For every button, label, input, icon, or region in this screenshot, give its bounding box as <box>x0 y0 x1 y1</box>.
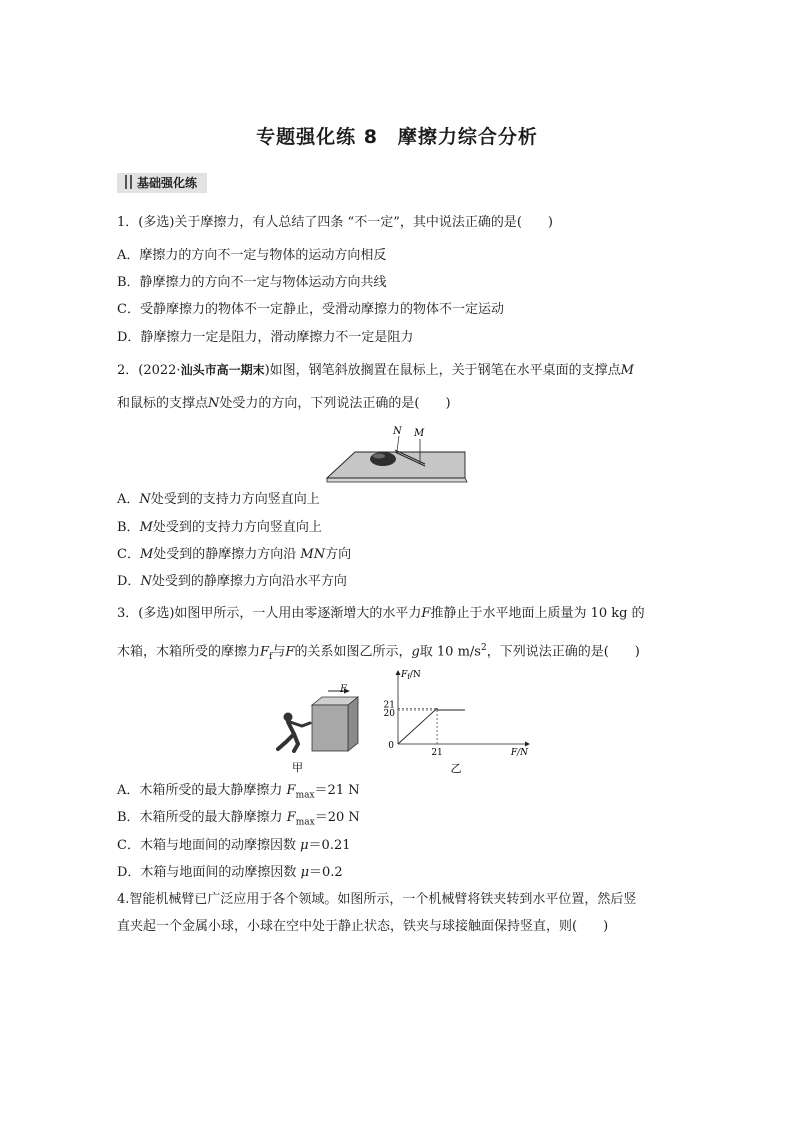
q3-option-b <box>117 809 360 832</box>
q3-figure-jia <box>268 688 368 776</box>
q3-option-d <box>117 864 343 882</box>
q2-option-c-var: M <box>139 547 154 562</box>
q2-option-a-pre: A． <box>117 492 140 507</box>
q2-option-a-text: 处受到的支持力方向竖直向上 <box>150 492 320 507</box>
x-tick-label: 21 <box>431 748 443 758</box>
q3-stem-text6: 取 10 m/s <box>419 644 481 660</box>
q2-stem-text: )如图，钢笔斜放搁置在鼠标上，关于钢笔在水平桌面的支撑点 <box>264 363 621 378</box>
q2-option-b-pre: B． <box>117 520 140 535</box>
q2-option-c-text2: 方向 <box>325 547 352 562</box>
y-tick-label: 20 <box>383 709 395 719</box>
q3-option-b-sub: max <box>295 817 315 828</box>
q2-option-b <box>117 519 322 537</box>
q3-var-g: g <box>411 644 420 660</box>
q2-stem-line1 <box>117 361 634 380</box>
q2-option-a <box>117 491 320 509</box>
q2-stem-text2: 和鼠标的支撑点 <box>117 396 209 411</box>
q3-option-a-post: ＝21 N <box>314 783 360 798</box>
q2-option-c <box>117 546 351 564</box>
box-side <box>348 697 358 751</box>
box-front <box>312 705 348 751</box>
q3-var-f: F <box>421 606 431 621</box>
q1-option-d: D．静摩擦力一定是阻力，滑动摩擦力不一定是阻力 <box>117 330 414 345</box>
y-axis-label: $F_f/N$ <box>401 670 421 681</box>
q2-option-c-pre: C． <box>117 547 140 562</box>
q2-var-n: N <box>208 396 220 411</box>
person-leg-back <box>278 722 294 749</box>
q2-var-m: M <box>620 363 634 378</box>
q3-option-a-pre: A．木箱所受的最大静摩擦力 <box>117 783 287 798</box>
q4-stem-line1: 4.智能机械臂已广泛应用于各个领域。如图所示，一个机械臂将铁夹转到水平位置，然后竖 <box>117 892 637 907</box>
q3-chart <box>380 666 530 776</box>
force-arrow-label: F <box>340 684 347 695</box>
q2-stem-text3: 处受力的方向，下列说法正确的是( ) <box>219 396 451 411</box>
q3-sup: 2 <box>480 643 487 653</box>
person-arms <box>290 722 310 726</box>
q2-stem-prefix: 2．(2022· <box>117 363 181 378</box>
x-axis-label: F/N <box>510 748 528 758</box>
q2-option-c-text: 处受到的静摩擦力方向沿 <box>153 547 301 562</box>
q3-stem-text3: 木箱，木箱所受的摩擦力 <box>117 644 261 660</box>
y-tick-label: 21 <box>383 700 395 711</box>
desk-front-edge <box>327 478 467 482</box>
q1-option-a: A．摩擦力的方向不一定与物体的运动方向相反 <box>117 248 387 263</box>
q2-option-a-var: N <box>139 492 151 507</box>
q1-option-b: B．静摩擦力的方向不一定与物体运动方向共线 <box>117 275 387 290</box>
q2-stem-line2 <box>117 395 451 413</box>
q3-stem-text4: 与 <box>272 644 286 660</box>
q2-option-b-text: 处受到的支持力方向竖直向上 <box>152 520 322 535</box>
fig-caption-jia: 甲 <box>292 761 303 774</box>
q3-option-d-sym: μ <box>300 865 310 880</box>
q3-option-b-pre: B．木箱所受的最大静摩擦力 <box>117 810 287 825</box>
q2-option-b-var: M <box>139 520 153 535</box>
q3-option-c-sym: μ <box>300 838 309 853</box>
q2-option-c-var2: MN <box>300 547 326 562</box>
q2-figure <box>325 422 470 484</box>
y-axis-arrow <box>396 670 401 675</box>
q2-option-d-text: 处受到的静摩擦力方向沿水平方向 <box>151 574 347 589</box>
label-pointer-n <box>397 436 399 451</box>
person-leg-front <box>294 734 298 751</box>
q3-option-a-sub: max <box>295 790 315 801</box>
q3-stem-text1: 3．(多选)如图甲所示，一人用由零逐渐增大的水平力 <box>117 606 422 621</box>
q3-option-c-post: ＝0.21 <box>308 838 351 853</box>
q3-ff-sub: f <box>269 651 273 662</box>
section-tag <box>117 173 207 193</box>
q3-stem-text7: ，下列说法正确的是( ) <box>486 644 640 660</box>
desk-top <box>327 452 465 478</box>
q2-option-d <box>117 573 347 591</box>
q3-option-b-post: ＝20 N <box>314 810 360 825</box>
q3-option-d-post: ＝0.2 <box>309 865 343 880</box>
mouse-body <box>370 452 396 466</box>
series-segment-0 <box>398 708 437 744</box>
q3-option-d-pre: D．木箱与地面间的动摩擦因数 <box>117 865 301 880</box>
fig-caption-yi: 乙 <box>450 762 462 775</box>
q2-source: 汕头市高一期末 <box>180 363 265 377</box>
q3-ff: F <box>260 644 270 660</box>
q3-stem-line2 <box>117 639 640 666</box>
q3-option-c <box>117 837 351 855</box>
q3-option-c-pre: C．木箱与地面间的动摩擦因数 <box>117 838 301 853</box>
q3-stem-text2: 推静止于水平地面上质量为 10 kg 的 <box>430 606 645 621</box>
q3-stem-text5: 的关系如图乙所示， <box>294 644 412 660</box>
q2-option-d-pre: D． <box>117 574 141 589</box>
q3-stem-line1 <box>117 605 645 623</box>
q3-option-b-sym: F <box>286 810 296 825</box>
page-title: 专题强化练 8 摩擦力综合分析 <box>256 126 538 148</box>
q1-stem: 1．(多选)关于摩擦力，有人总结了四条 “不一定”，其中说法正确的是( ) <box>117 215 553 230</box>
fig-label-m: M <box>414 428 425 439</box>
mouse-highlight <box>373 454 385 459</box>
q3-option-a-sym: F <box>286 783 296 798</box>
q4-stem-line2: 直夹起一个金属小球，小球在空中处于静止状态，铁夹与球接触面保持竖直，则( ) <box>117 919 609 934</box>
origin-label: 0 <box>388 741 394 751</box>
q3-option-a <box>117 782 360 805</box>
section-bars-icon <box>125 175 132 189</box>
fig-label-n: N <box>393 426 402 437</box>
q2-option-d-var: N <box>140 574 152 589</box>
section-label: 基础强化练 <box>137 176 198 190</box>
q1-option-c: C．受静摩擦力的物体不一定静止，受滑动摩擦力的物体不一定运动 <box>117 302 504 317</box>
q3-var-f2: F <box>285 644 295 660</box>
x-axis-arrow <box>525 742 530 747</box>
